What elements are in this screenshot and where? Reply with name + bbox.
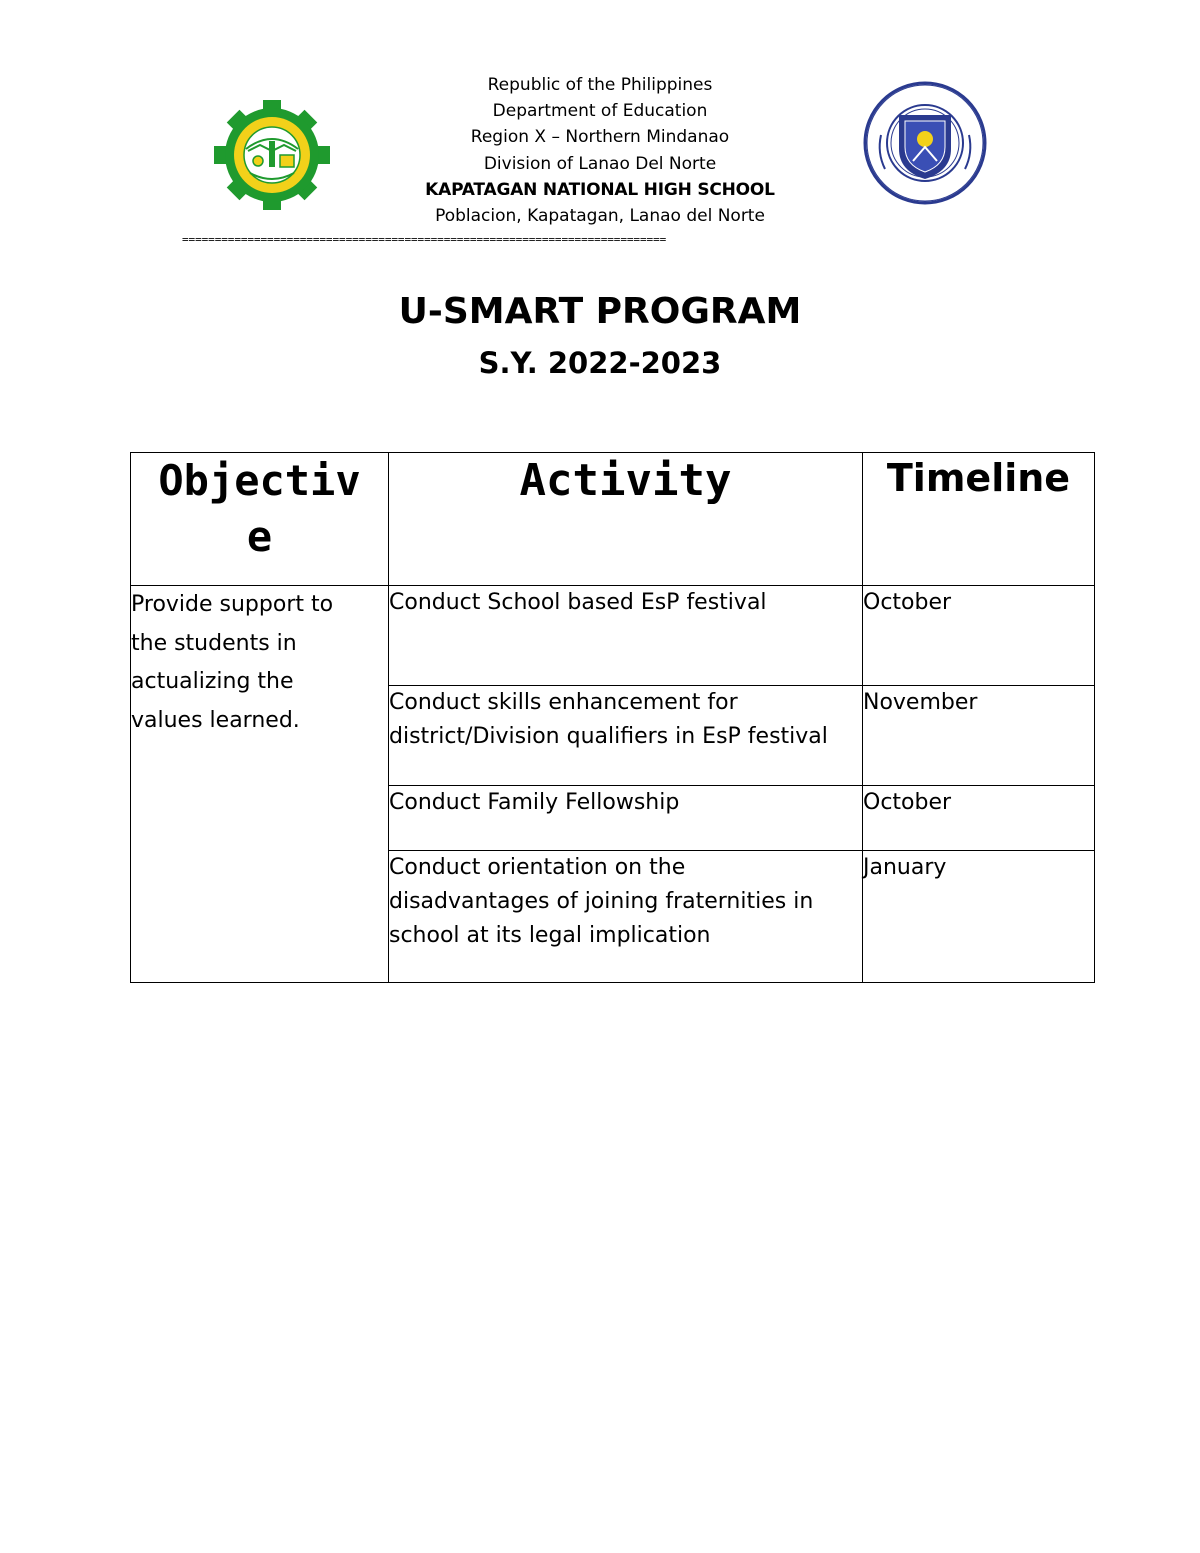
activity-line: Conduct skills enhancement for: [389, 690, 738, 715]
table-header-row: [131, 453, 1095, 586]
header-activity: Activity: [389, 453, 863, 586]
school-year: S.Y. 2022-2023: [478, 346, 722, 380]
objective-line: Provide support to: [131, 592, 334, 617]
timeline-cell: October: [863, 786, 1095, 851]
document-title: U-SMART PROGRAM: [398, 291, 802, 332]
objective-line: the students in: [131, 630, 297, 656]
header-objective-line2: e: [246, 512, 273, 561]
activity-line: Conduct Family Fellowship: [389, 790, 680, 815]
school-name-line: KAPATAGAN NATIONAL HIGH SCHOOL: [425, 179, 775, 200]
header-divider: ==========================================================================: [182, 233, 667, 246]
objective-cell: [131, 586, 389, 983]
letterhead: [0, 0, 1200, 260]
activity-line: disadvantages of joining fraternities in: [389, 889, 814, 914]
activity-cell: [389, 851, 863, 983]
division-line: Division of Lanao Del Norte: [483, 153, 717, 174]
activity-cell: [389, 786, 863, 851]
department-line: Department of Education: [492, 101, 708, 122]
region-line: Region X – Northern Mindanao: [470, 127, 730, 148]
objective-line: actualizing the: [131, 669, 294, 694]
program-table: [130, 452, 1095, 983]
activity-line: Conduct School based EsP festival: [389, 590, 767, 615]
letterhead-text: [300, 72, 900, 229]
header-timeline: Timeline: [863, 453, 1095, 586]
timeline-cell: October: [863, 586, 1095, 686]
table-row: [131, 586, 1095, 686]
address-line: Poblacion, Kapatagan, Lanao del Norte: [435, 206, 765, 227]
country-line: Republic of the Philippines: [487, 75, 713, 95]
timeline-cell: November: [863, 686, 1095, 786]
header-objective-line1: Objectiv: [158, 456, 361, 505]
deped-seal-logo: [862, 80, 988, 206]
activity-line: Conduct orientation on the: [389, 855, 686, 880]
header-objective: [131, 453, 389, 586]
activity-line: school at its legal implication: [389, 923, 711, 948]
timeline-cell: January: [863, 851, 1095, 983]
objective-line: values learned.: [131, 707, 300, 733]
activity-cell: [389, 686, 863, 786]
activity-line: district/Division qualifiers in EsP festival: [389, 724, 828, 749]
activity-cell: [389, 586, 863, 686]
